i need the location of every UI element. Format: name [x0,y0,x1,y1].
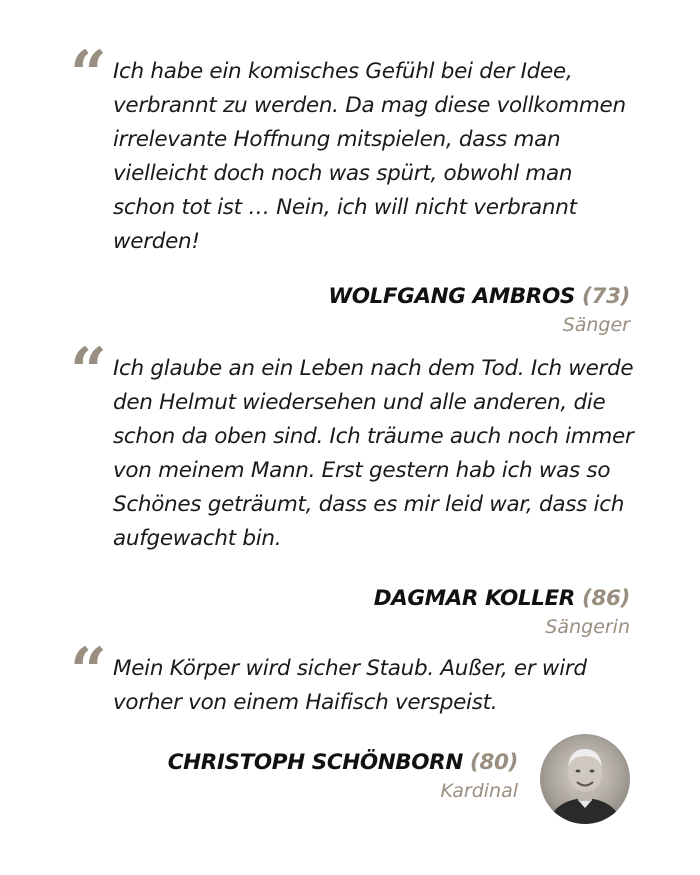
author-name-line [374,584,630,614]
author-role: Sängerin [545,616,630,638]
quote-mark-icon: “ [70,634,107,709]
quote-2 [70,334,635,556]
portrait-icon [540,734,630,824]
author-age: (86) [582,586,630,611]
author-name-line [328,282,630,312]
quote-text: Ich habe ein komisches Gefühl bei der Idee, verbrannt zu werden. Da mag diese vollkommen irrelevante Hoffnung mitspielen, dass man vielleicht doch noch was spürt, obwohl man schon tot ist … Nein, ich will nicht verbrannt werden! [113,59,626,254]
quote-3 [70,634,635,720]
quote-mark-icon: “ [70,334,107,409]
author-name: DAGMAR KOLLER [373,586,575,611]
quote-mark-icon: “ [70,37,107,112]
author-age: (80) [470,750,518,775]
author-1 [328,282,630,338]
author-2 [374,584,630,640]
author-role: Kardinal [440,780,518,802]
author-name-line [168,748,518,778]
quote-text: Ich glaube an ein Leben nach dem Tod. Ich werde den Helmut wiedersehen und alle anderen, die schon da oben sind. Ich träume auch noch immer von meinem Mann. Erst gestern hab ich was so Schönes geträumt, dass es mir leid war, dass ich aufgewacht bin. [113,356,634,551]
author-role: Sänger [562,314,630,336]
author-3 [168,748,518,804]
quote-text: Mein Körper wird sicher Staub. Außer, er wird vorher von einem Haifisch verspeist. [113,656,587,715]
quote-1 [70,37,635,259]
author-name: WOLFGANG AMBROS [328,284,575,309]
author-name: CHRISTOPH SCHÖNBORN [167,750,463,775]
avatar [540,734,630,824]
author-age: (73) [582,284,630,309]
